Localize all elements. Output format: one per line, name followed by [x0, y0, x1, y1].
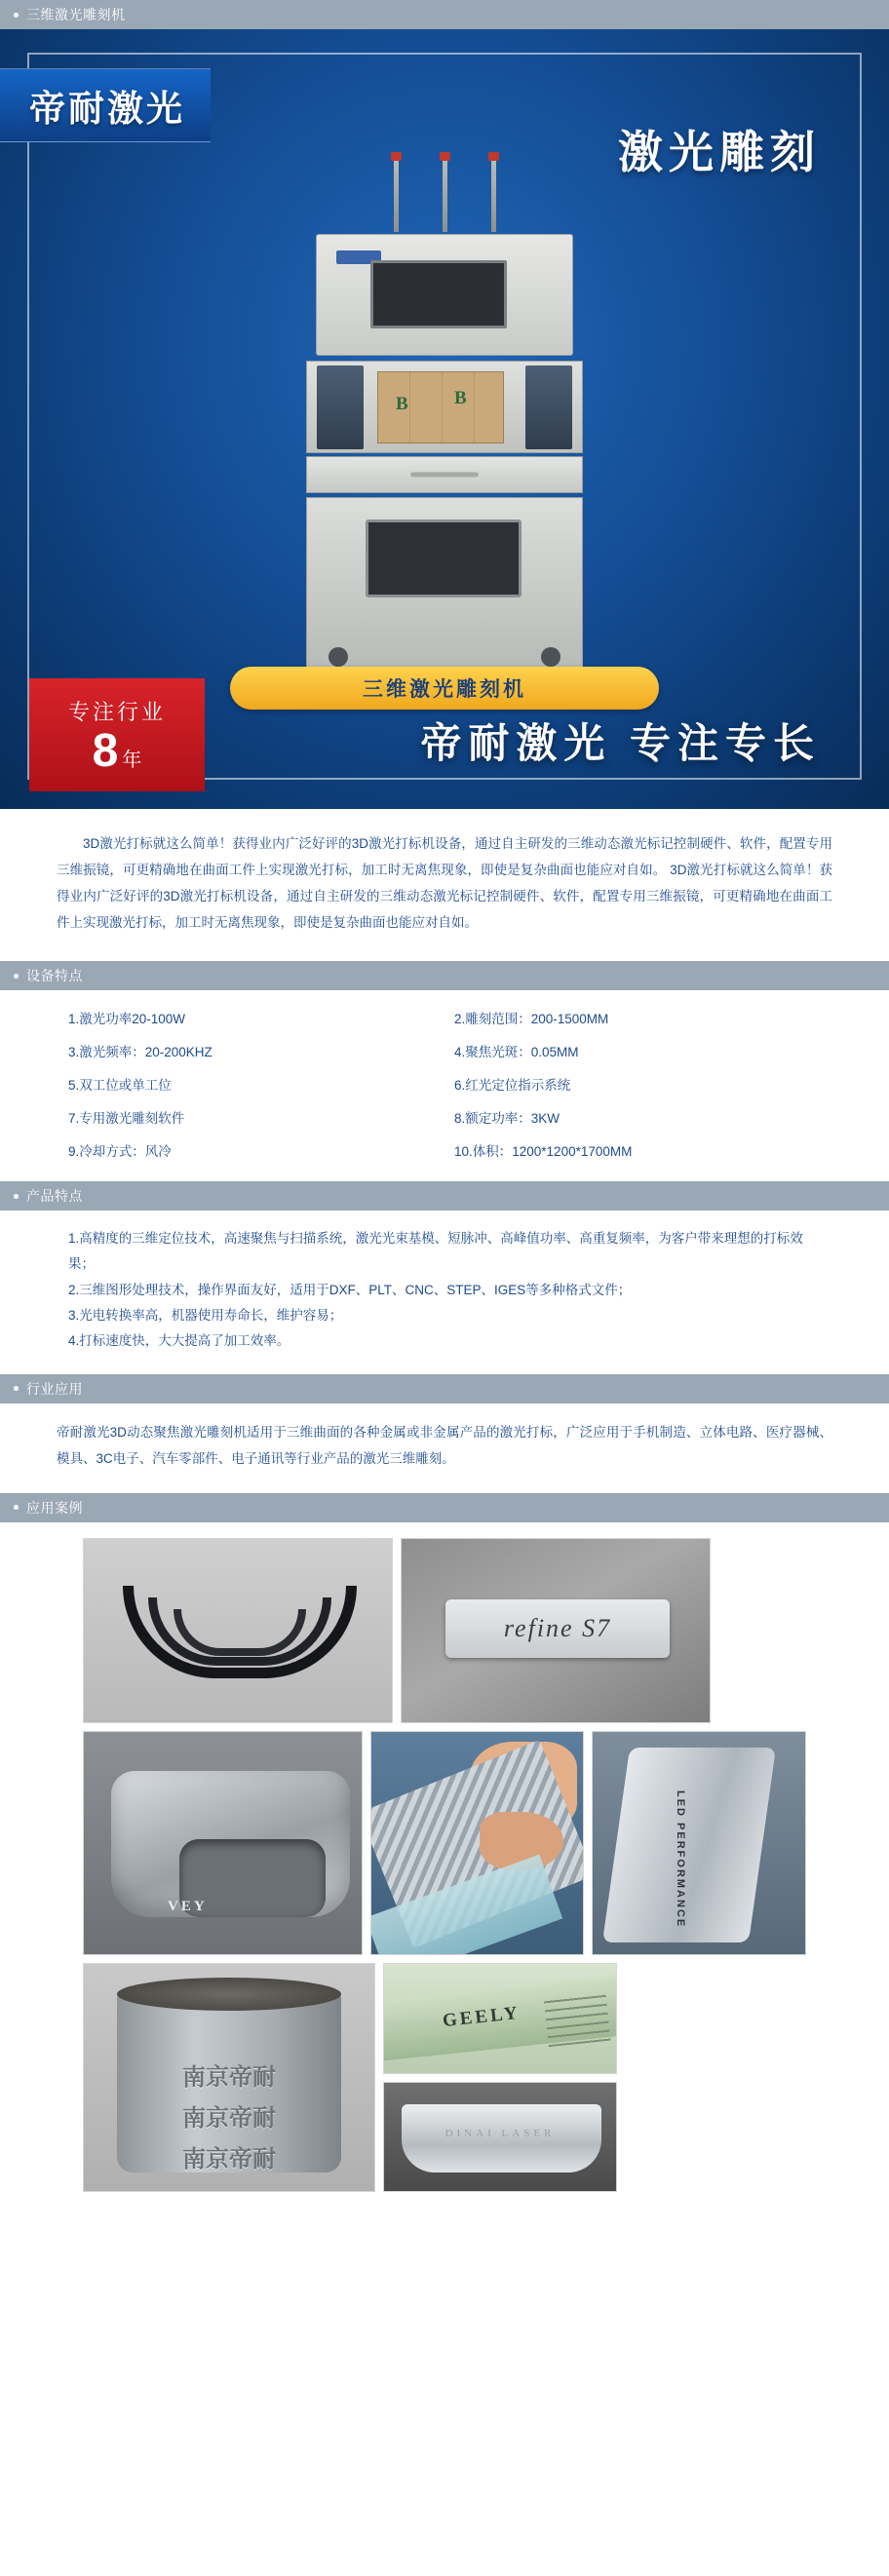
- section-title: 应用案例: [26, 1499, 83, 1516]
- machine-caster: [541, 647, 560, 667]
- case-row-1: [83, 1538, 806, 1723]
- bullet-icon: [14, 1386, 19, 1391]
- section-title: 设备特点: [26, 968, 83, 983]
- sill-plate-body: [602, 1748, 776, 1942]
- intro-paragraphs: [0, 809, 889, 961]
- spec-item: 3.激光频率：20-200KHZ: [68, 1045, 213, 1059]
- machine-upper-cabinet: [316, 234, 573, 356]
- case-photo-black-trim: [83, 1538, 393, 1723]
- experience-badge: [29, 678, 205, 791]
- spec-item: 10.体积：1200*1200*1700MM: [454, 1144, 633, 1159]
- case-photo-geely-part: [383, 1963, 617, 2074]
- section-header-equipment-features: [0, 961, 889, 990]
- spec-item: 6.红光定位指示系统: [454, 1078, 571, 1093]
- bullet-icon: [14, 13, 19, 18]
- badge-plate-text: refine S7: [445, 1599, 670, 1658]
- page-title-bar: [0, 0, 889, 29]
- badge-unit: 年: [122, 749, 142, 771]
- bullet-icon: [14, 1505, 19, 1510]
- case-photo-led-sill-plate: [592, 1731, 806, 1955]
- brand-tag: 帝耐激光: [0, 68, 211, 142]
- machine-screen: [370, 260, 507, 328]
- machine-side-panel-right: [525, 365, 572, 449]
- machine-caster: [329, 647, 348, 667]
- badge-number: [92, 724, 142, 777]
- case-photo-silver-panel: [383, 2082, 617, 2192]
- machine-rod: [491, 158, 496, 232]
- machine-side-panel-left: [317, 365, 364, 449]
- hero-slogan: 帝耐激光 专注专长: [420, 720, 821, 766]
- feature-item: 1.高精度的三维定位技术，高速聚焦与扫描系统，激光光束基模、短脉冲、高峰值功率、高重复频率，为客户带来理想的打标效果；: [68, 1231, 803, 1272]
- badge-number-value: 8: [92, 724, 119, 777]
- badge-line1: 专注行业: [67, 699, 166, 724]
- spec-item: 1.激光功率20-100W: [68, 1012, 186, 1026]
- section-header-industry-application: [0, 1374, 889, 1403]
- worktable-mark: B: [454, 388, 467, 408]
- drum-engraving-line: 南京帝耐: [182, 2105, 276, 2132]
- case-photo-hand-holding-strip: [370, 1731, 585, 1955]
- machine-drawer: [306, 456, 583, 493]
- case-photo-grid: [0, 1522, 889, 2239]
- hero-banner: [0, 29, 889, 809]
- spec-item: 5.双工位或单工位: [68, 1078, 172, 1093]
- section-header-application-cases: [0, 1493, 889, 1522]
- feature-item: 3.光电转换率高，机器使用寿命长，维护容易；: [68, 1307, 343, 1323]
- spec-item: 4.聚焦光斑：0.05MM: [454, 1045, 579, 1059]
- metal-part-engraving: VEY: [168, 1898, 208, 1914]
- section-title: 产品特点: [26, 1188, 83, 1204]
- case-photo-metal-cover: [83, 1731, 363, 1955]
- intro-paragraph-2: 3D激光打标就这么简单！获得业内广泛好评的3D激光打标机设备，通过自主研发的三维动态激光标记控制硬件、软件，配置专用三维振镜，可更精确地在曲面工件上实现激光打标，加工时无离焦现象，即使是复杂曲面也能应对自如。: [57, 863, 832, 930]
- case-photo-refine-badge: [401, 1538, 711, 1723]
- part-ribs: [543, 1989, 610, 2046]
- feature-item: 4.打标速度快，大大提高了加工效率。: [68, 1333, 290, 1349]
- case-photo-steel-drum: [83, 1963, 375, 2192]
- hero-ribbon-label: 三维激光雕刻机: [230, 667, 659, 710]
- machine-rod: [394, 158, 399, 232]
- feature-item: 2.三维图形处理技术，操作界面友好，适用于DXF、PLT、CNC、STEP、IGES等多种格式文件；: [68, 1282, 632, 1297]
- machine-work-area: [306, 361, 583, 453]
- case-row-3: [83, 1963, 806, 2192]
- industry-application-text: 帝耐激光3D动态聚焦激光雕刻机适用于三维曲面的各种金属或非金属产品的激光打标，广泛应用于手机制造、立体电路、医疗器械、模具、3C电子、汽车零部件、电子通讯等行业产品的激光三维雕刻。: [57, 1424, 832, 1466]
- case-column-right: [383, 1963, 617, 2192]
- drum-engraving-line: 南京帝耐: [182, 2146, 276, 2172]
- machine-rod: [443, 158, 447, 232]
- drum-engraving-line: 南京帝耐: [182, 2064, 276, 2091]
- intro-paragraph-1: 3D激光打标就这么简单！获得业内广泛好评的3D激光打标机设备，通过自主研发的三维动态激光标记控制硬件、软件，配置专用三维振镜，可更精确地在曲面工件上实现激光打标，加工时无离焦现象，即使是复杂曲面也能应对自如。: [57, 836, 832, 877]
- machine-rods: [386, 158, 503, 236]
- drum-lid: [117, 1978, 341, 2011]
- machine-worktable: [377, 371, 504, 443]
- section-title: 行业应用: [26, 1380, 83, 1397]
- machine-door: [366, 519, 522, 597]
- hero-title: 激光雕刻: [618, 127, 821, 177]
- product-feature-list: [0, 1211, 889, 1374]
- spec-item: 7.专用激光雕刻软件: [68, 1111, 185, 1126]
- spec-item: 8.额定功率：3KW: [454, 1111, 560, 1126]
- worktable-mark: B: [396, 394, 408, 414]
- machine-illustration: [298, 234, 591, 702]
- metal-part-body: [111, 1771, 350, 1917]
- spec-item: 9.冷却方式：风冷: [68, 1144, 172, 1159]
- machine-base-cabinet: [306, 497, 583, 668]
- silver-panel-engraving: DINAI LASER: [444, 2127, 556, 2139]
- section-header-product-features: [0, 1181, 889, 1211]
- case-row-2: [83, 1731, 806, 1955]
- bullet-icon: [14, 1194, 19, 1199]
- page-title: 三维激光雕刻机: [26, 7, 126, 22]
- sill-plate-engraving: LED PERFORMANCE: [675, 1789, 687, 1928]
- geely-engraving: GEELY: [442, 2002, 522, 2031]
- spec-item: 2.雕刻范围：200-1500MM: [454, 1012, 609, 1026]
- bullet-icon: [14, 974, 19, 979]
- equipment-spec-grid: [0, 990, 889, 1181]
